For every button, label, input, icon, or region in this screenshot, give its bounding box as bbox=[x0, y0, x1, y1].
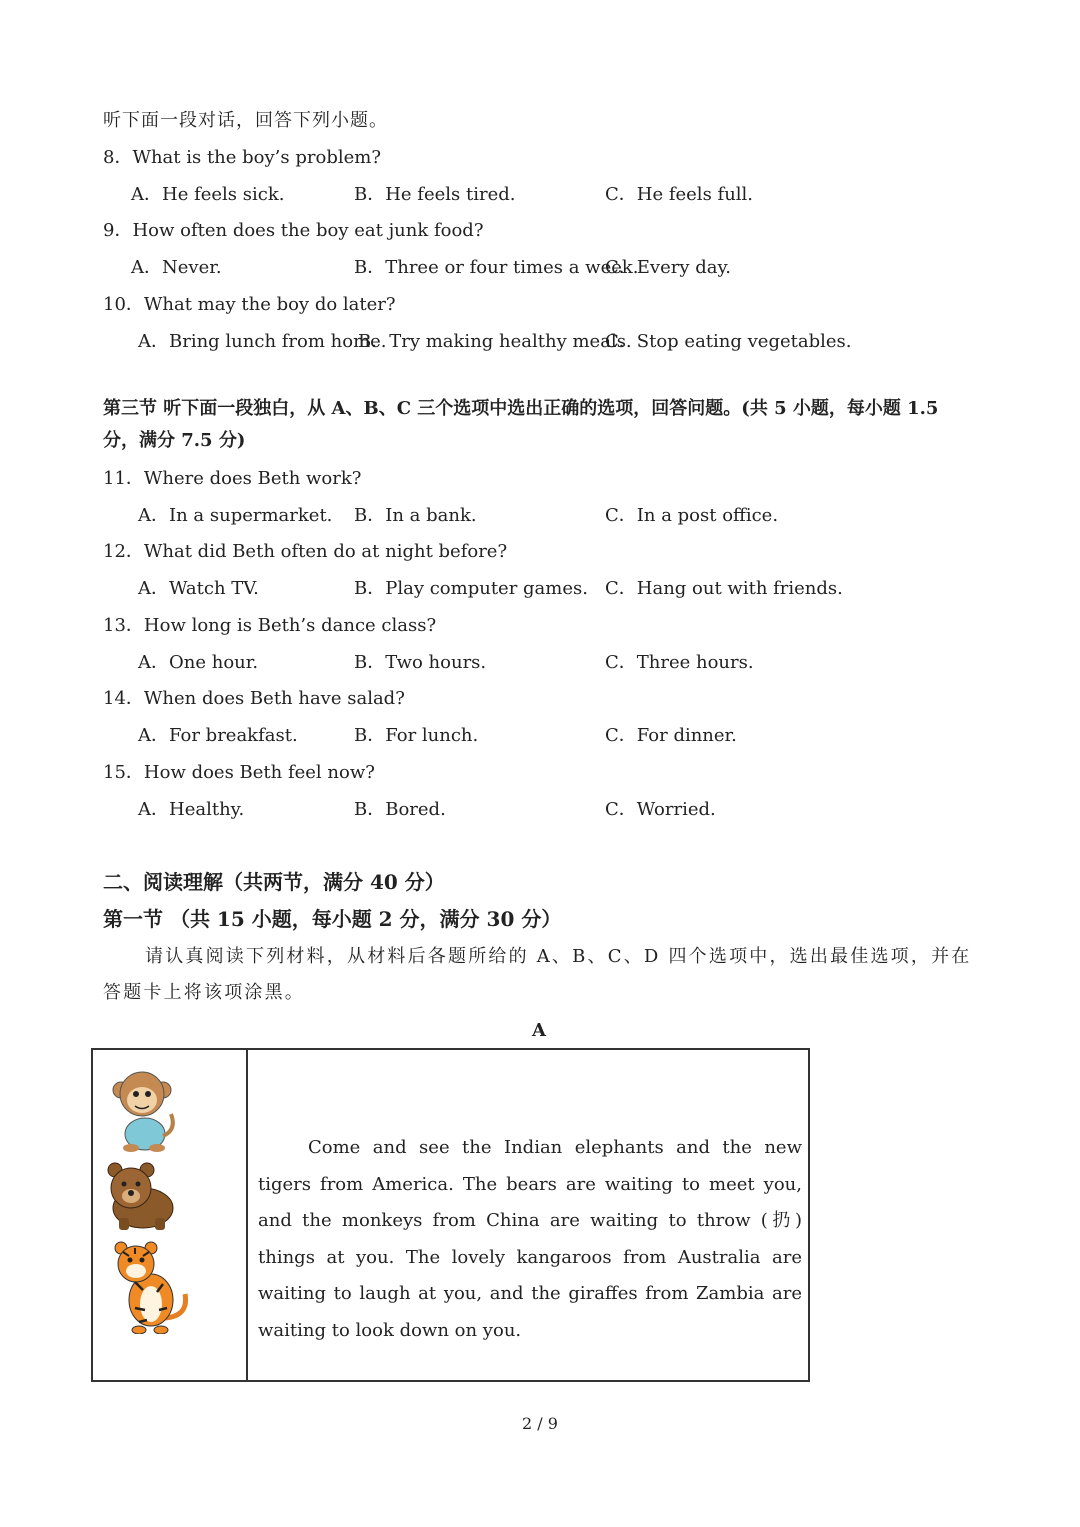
q15-option-c: C．Worried. bbox=[605, 799, 716, 820]
q10-option-a: A．Bring lunch from home. bbox=[138, 331, 387, 352]
q14-option-a: A．For breakfast. bbox=[138, 725, 298, 746]
reading-section1-heading: 第一节 （共 15 小题，每小题 2 分，满分 30 分） bbox=[103, 907, 562, 931]
dialogue-intro: 听下面一段对话，回答下列小题。 bbox=[103, 110, 388, 131]
reading-instruction-line2: 答题卡上将该项涂黑。 bbox=[103, 982, 305, 1003]
question-9: 9．How often does the boy eat junk food? bbox=[103, 220, 484, 241]
tiger-icon bbox=[105, 1238, 195, 1334]
question-12: 12．What did Beth often do at night before? bbox=[103, 541, 508, 562]
passage-divider bbox=[246, 1050, 248, 1380]
question-8: 8．What is the boy’s problem? bbox=[103, 147, 381, 168]
question-14: 14．When does Beth have salad? bbox=[103, 688, 405, 709]
section3-heading-line2: 分，满分 7.5 分) bbox=[103, 430, 246, 451]
q10-option-c: C．Stop eating vegetables. bbox=[605, 331, 852, 352]
q11-option-c: C．In a post office. bbox=[605, 505, 779, 526]
monkey-icon bbox=[107, 1064, 177, 1154]
question-13: 13．How long is Beth’s dance class? bbox=[103, 615, 437, 636]
page-number: 2 / 9 bbox=[522, 1414, 558, 1433]
q12-option-b: B．Play computer games. bbox=[354, 578, 588, 599]
q15-option-a: A．Healthy. bbox=[138, 799, 245, 820]
q12-option-a: A．Watch TV. bbox=[138, 578, 259, 599]
q11-option-b: B．In a bank. bbox=[354, 505, 477, 526]
passage-label: A bbox=[532, 1020, 546, 1041]
q13-option-a: A．One hour. bbox=[138, 652, 259, 673]
reading-heading: 二、阅读理解（共两节，满分 40 分） bbox=[103, 870, 445, 894]
q14-option-c: C．For dinner. bbox=[605, 725, 737, 746]
q8-option-c: C．He feels full. bbox=[605, 184, 754, 205]
q8-option-a: A．He feels sick. bbox=[131, 184, 285, 205]
q11-option-a: A．In a supermarket. bbox=[138, 505, 333, 526]
q9-option-c: C．Every day. bbox=[605, 257, 731, 278]
passage-box bbox=[91, 1048, 810, 1382]
bear-icon bbox=[105, 1162, 177, 1232]
q8-option-b: B．He feels tired. bbox=[354, 184, 516, 205]
question-10: 10．What may the boy do later? bbox=[103, 294, 396, 315]
q13-option-b: B．Two hours. bbox=[354, 652, 487, 673]
q9-option-a: A．Never. bbox=[131, 257, 222, 278]
question-15: 15．How does Beth feel now? bbox=[103, 762, 375, 783]
reading-instruction-line1: 请认真阅读下列材料，从材料后各题所给的 A、B、C、D 四个选项中，选出最佳选项，并在 bbox=[145, 946, 972, 967]
section3-heading-line1: 第三节 听下面一段独白，从 A、B、C 三个选项中选出正确的选项，回答问题。(共 5 小题，每小题 1.5 bbox=[103, 398, 939, 419]
passage-text: Come and see the Indian elephants and the new tigers from America. The bears are waiting to meet you, and the monkeys from China are waiting to throw (扔) things at you. The lovely kangaroos from Australia are waiting to laugh at you, and the giraffes from Zambia are waiting to look down on you. bbox=[258, 1137, 802, 1341]
question-11: 11．Where does Beth work? bbox=[103, 468, 362, 489]
q13-option-c: C．Three hours. bbox=[605, 652, 754, 673]
q9-option-b: B．Three or four times a week. bbox=[354, 257, 639, 278]
q12-option-c: C．Hang out with friends. bbox=[605, 578, 843, 599]
q15-option-b: B．Bored. bbox=[354, 799, 446, 820]
q14-option-b: B．For lunch. bbox=[354, 725, 479, 746]
q10-option-b: B．Try making healthy meals. bbox=[358, 331, 632, 352]
